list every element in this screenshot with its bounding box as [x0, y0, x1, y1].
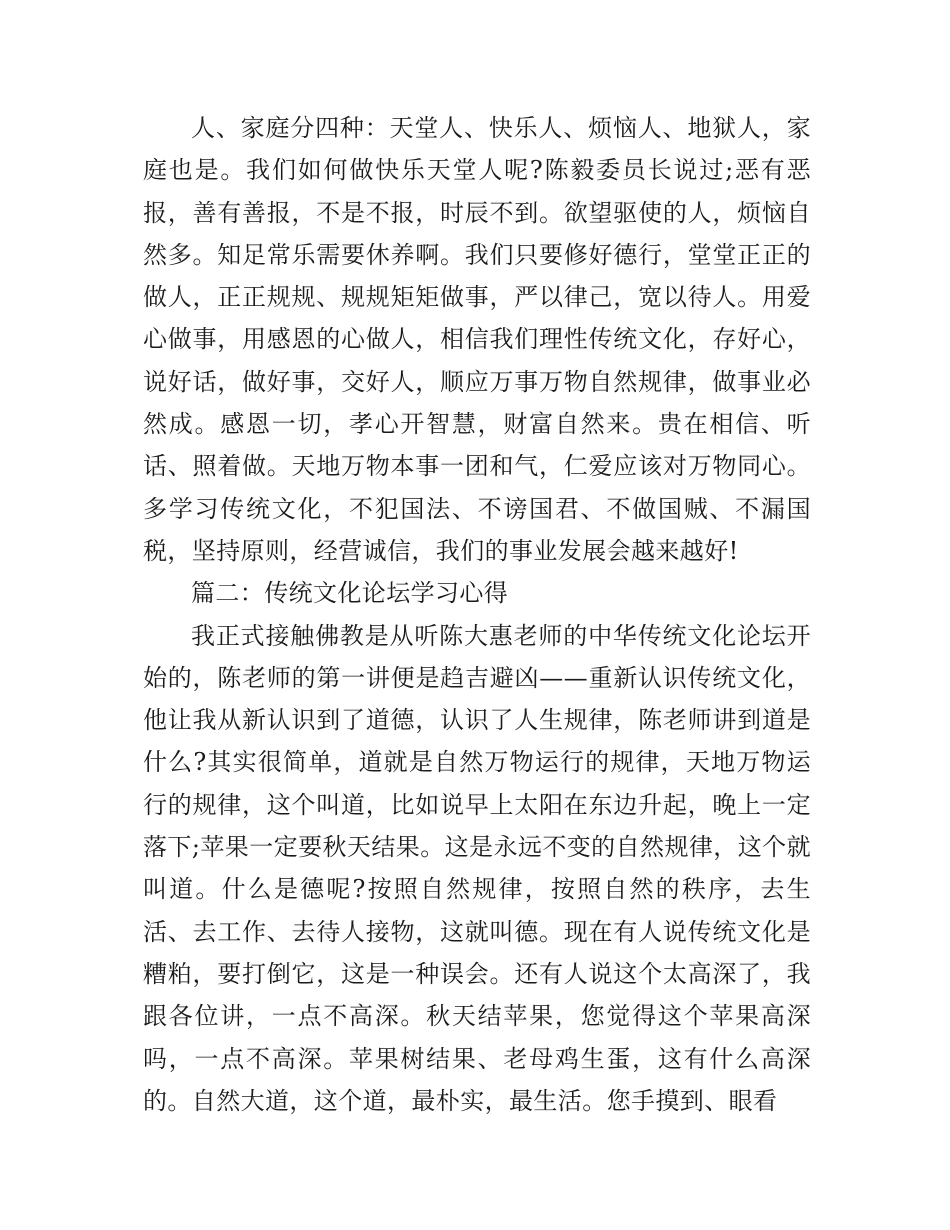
document-page: [143, 107, 811, 1122]
section-heading: 篇二：传统文化论坛学习心得: [191, 579, 509, 608]
body-paragraph: 人、家庭分四种：天堂人、快乐人、烦恼人、地狱人，家庭也是。我们如何做快乐天堂人呢?陈毅委员长说过;恶有恶报，善有善报，不是不报，时辰不到。欲望驱使的人，烦恼自然多。知足常乐需要休养啊。我们只要修好德行，堂堂正正的做人，正正规规、规规矩矩做事，严以律己，宽以待人。用爱心做事，用感恩的心做人，相信我们理性传统文化，存好心，说好话，做好事，交好人，顺应万事万物自然规律，做事业必然成。感恩一切，孝心开智慧，财富自然来。贵在相信、听话、照着做。天地万物本事一团和气，仁爱应该对万物同心。多学习传统文化，不犯国法、不谤国君、不做国贼、不漏国税，坚持原则，经营诚信，我们的事业发展会越来越好!: [143, 114, 811, 565]
body-paragraph: 我正式接触佛教是从听陈大惠老师的中华传统文化论坛开始的，陈老师的第一讲便是趋吉避凶——重新认识传统文化，他让我从新认识到了道德，认识了人生规律，陈老师讲到道是什么?其实很简单，道就是自然万物运行的规律，天地万物运行的规律，这个叫道，比如说早上太阳在东边升起，晚上一定落下;苹果一定要秋天结果。这是永远不变的自然规律，这个就叫道。什么是德呢?按照自然规律，按照自然的秩序，去生活、去工作、去待人接物，这就叫德。现在有人说传统文化是糟粕，要打倒它，这是一种误会。还有人说这个太高深了，我跟各位讲，一点不高深。秋天结苹果，您觉得这个苹果高深吗，一点不高深。苹果树结果、老母鸡生蛋，这有什么高深的。自然大道，这个道，最朴实，最生活。您手摸到、眼看: [143, 621, 811, 1115]
